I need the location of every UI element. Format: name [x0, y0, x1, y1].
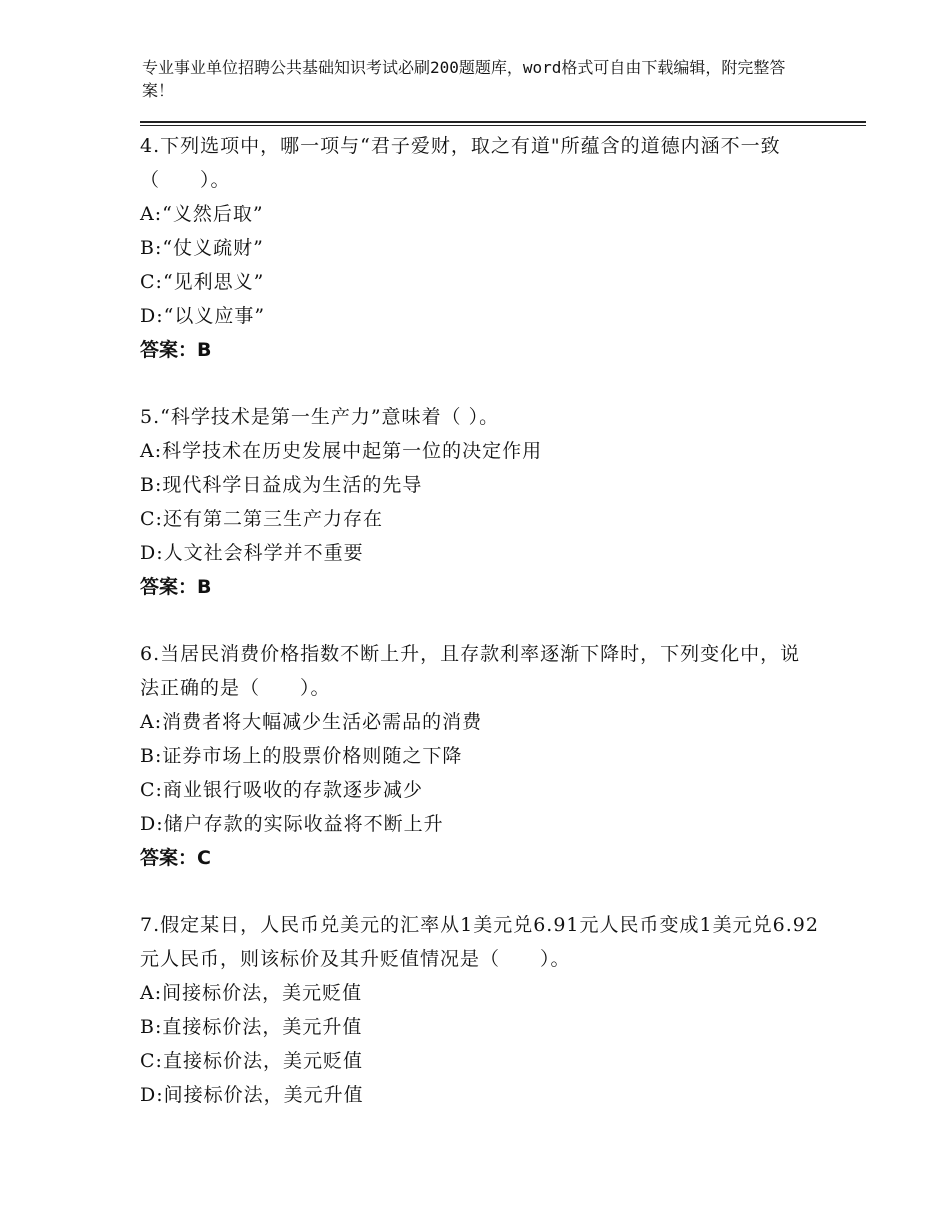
option-d: D:储户存款的实际收益将不断上升 [140, 813, 444, 835]
page-header-text: 专业事业单位招聘公共基础知识考试必刷200题题库，word格式可自由下载编辑，附完整答案！ [142, 58, 786, 100]
answer-line: 答案：C [140, 847, 211, 869]
option-d: D:人文社会科学并不重要 [140, 542, 364, 564]
question-stem: 7.假定某日，人民币兑美元的汇率从1美元兑6.91元人民币变成1美元兑6.92元人民币，则该标价及其升贬值情况是（ ）。 [140, 914, 819, 970]
answer-line: 答案：B [140, 576, 212, 598]
option-b: B:“仗义疏财” [140, 237, 264, 259]
question-stem: 5.“科学技术是第一生产力”意味着（ ）。 [140, 406, 500, 428]
option-a: A:消费者将大幅减少生活必需品的消费 [140, 711, 483, 733]
option-a: A:“义然后取” [140, 203, 264, 225]
option-c: C:直接标价法，美元贬值 [140, 1050, 363, 1072]
option-b: B:证券市场上的股票价格则随之下降 [140, 745, 463, 767]
option-c: C:“见利思义” [140, 271, 265, 293]
question-7 [140, 908, 820, 1112]
question-stem: 6.当居民消费价格指数不断上升，且存款利率逐渐下降时，下列变化中，说法正确的是（ ）。 [140, 643, 801, 699]
answer-line: 答案：B [140, 339, 212, 361]
option-a: A:间接标价法，美元贬值 [140, 982, 363, 1004]
option-c: C:还有第二第三生产力存在 [140, 508, 383, 530]
option-c: C:商业银行吸收的存款逐步减少 [140, 779, 423, 801]
question-6 [140, 637, 820, 875]
option-a: A:科学技术在历史发展中起第一位的决定作用 [140, 440, 543, 462]
question-stem: 4.下列选项中，哪一项与“君子爱财，取之有道"所蕴含的道德内涵不一致（ ）。 [140, 135, 781, 191]
option-b: B:直接标价法，美元升值 [140, 1016, 363, 1038]
question-4 [140, 129, 820, 367]
option-b: B:现代科学日益成为生活的先导 [140, 474, 423, 496]
option-d: D:间接标价法，美元升值 [140, 1084, 364, 1106]
header-divider-thick [140, 121, 866, 123]
header-divider-thin [140, 125, 866, 126]
option-d: D:“以义应事” [140, 305, 266, 327]
question-list [140, 129, 820, 1145]
question-5 [140, 400, 820, 604]
header-divider [140, 121, 866, 127]
